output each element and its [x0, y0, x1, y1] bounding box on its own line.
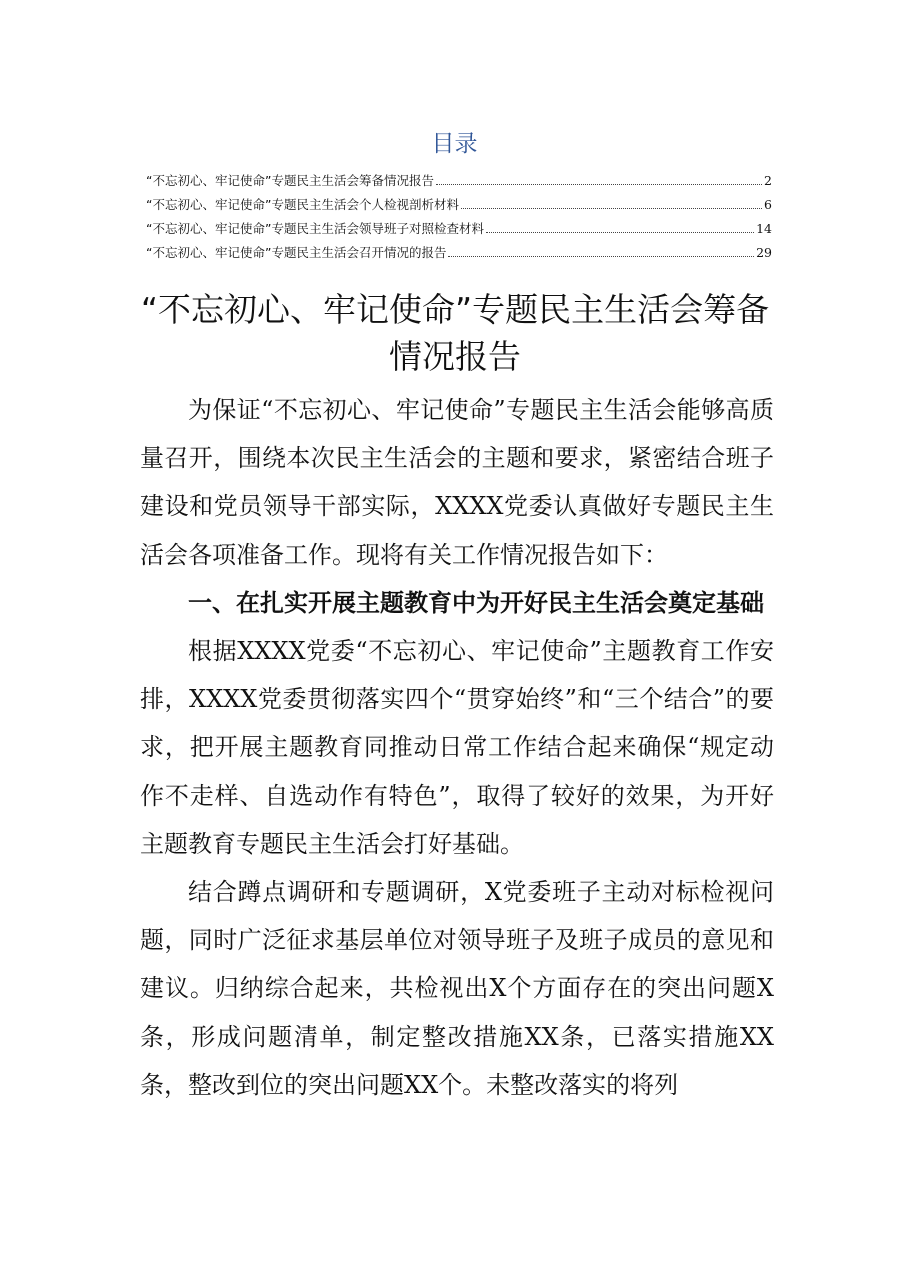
toc-entry-title: “不忘初心、牢记使命”专题民主生活会召开情况的报告: [146, 245, 447, 260]
section-heading: 一、在扎实开展主题教育中为开好民主生活会奠定基础: [188, 588, 764, 617]
toc-entry-page: 14: [756, 221, 772, 236]
toc-entry[interactable]: [146, 193, 772, 217]
toc-entry-title: “不忘初心、牢记使命”专题民主生活会领导班子对照检查材料: [146, 221, 484, 236]
body-paragraph: 结合蹲点调研和专题调研，X党委班子主动对标检视问题，同时广泛征求基层单位对领导班子及班子成员的意见和建议。归纳综合起来，共检视出X个方面存在的突出问题X条，形成问题清单，制定整改措施XX条，已落实措施XX条，整改到位的突出问题XX个。未整改落实的将列: [140, 878, 774, 1099]
body-paragraph: 为保证“不忘初心、牢记使命”专题民主生活会能够高质量召开，围绕本次民主生活会的主题和要求，紧密结合班子建设和党员领导干部实际，XXXX党委认真做好专题民主生活会各项准备工作。现将有关工作情况报告如下：: [140, 396, 774, 569]
table-of-contents: [146, 169, 772, 265]
document-title: “不忘初心、牢记使命”专题民主生活会筹备情况报告: [140, 290, 770, 376]
toc-entry[interactable]: [146, 169, 772, 193]
toc-leader-dots: [461, 208, 762, 209]
toc-entry-page: 6: [764, 197, 772, 212]
toc-entry[interactable]: [146, 241, 772, 265]
toc-leader-dots: [436, 184, 762, 185]
toc-leader-dots: [448, 256, 754, 257]
toc-entry-title: “不忘初心、牢记使命”专题民主生活会个人检视剖析材料: [146, 197, 459, 212]
toc-title: 目录: [431, 131, 478, 157]
body-paragraph: 根据XXXX党委“不忘初心、牢记使命”主题教育工作安排，XXXX党委贯彻落实四个“贯穿始终”和“三个结合”的要求，把开展主题教育同推动日常工作结合起来确保“规定动作不走样、自选动作有特色”，取得了较好的效果，为开好主题教育专题民主生活会打好基础。: [140, 637, 774, 858]
toc-entry-title: “不忘初心、牢记使命”专题民主生活会筹备情况报告: [146, 173, 434, 188]
toc-entry-page: 29: [756, 245, 772, 260]
toc-entry-page: 2: [764, 173, 772, 188]
toc-entry[interactable]: [146, 217, 772, 241]
document-body: [140, 386, 774, 1109]
toc-leader-dots: [486, 232, 754, 233]
